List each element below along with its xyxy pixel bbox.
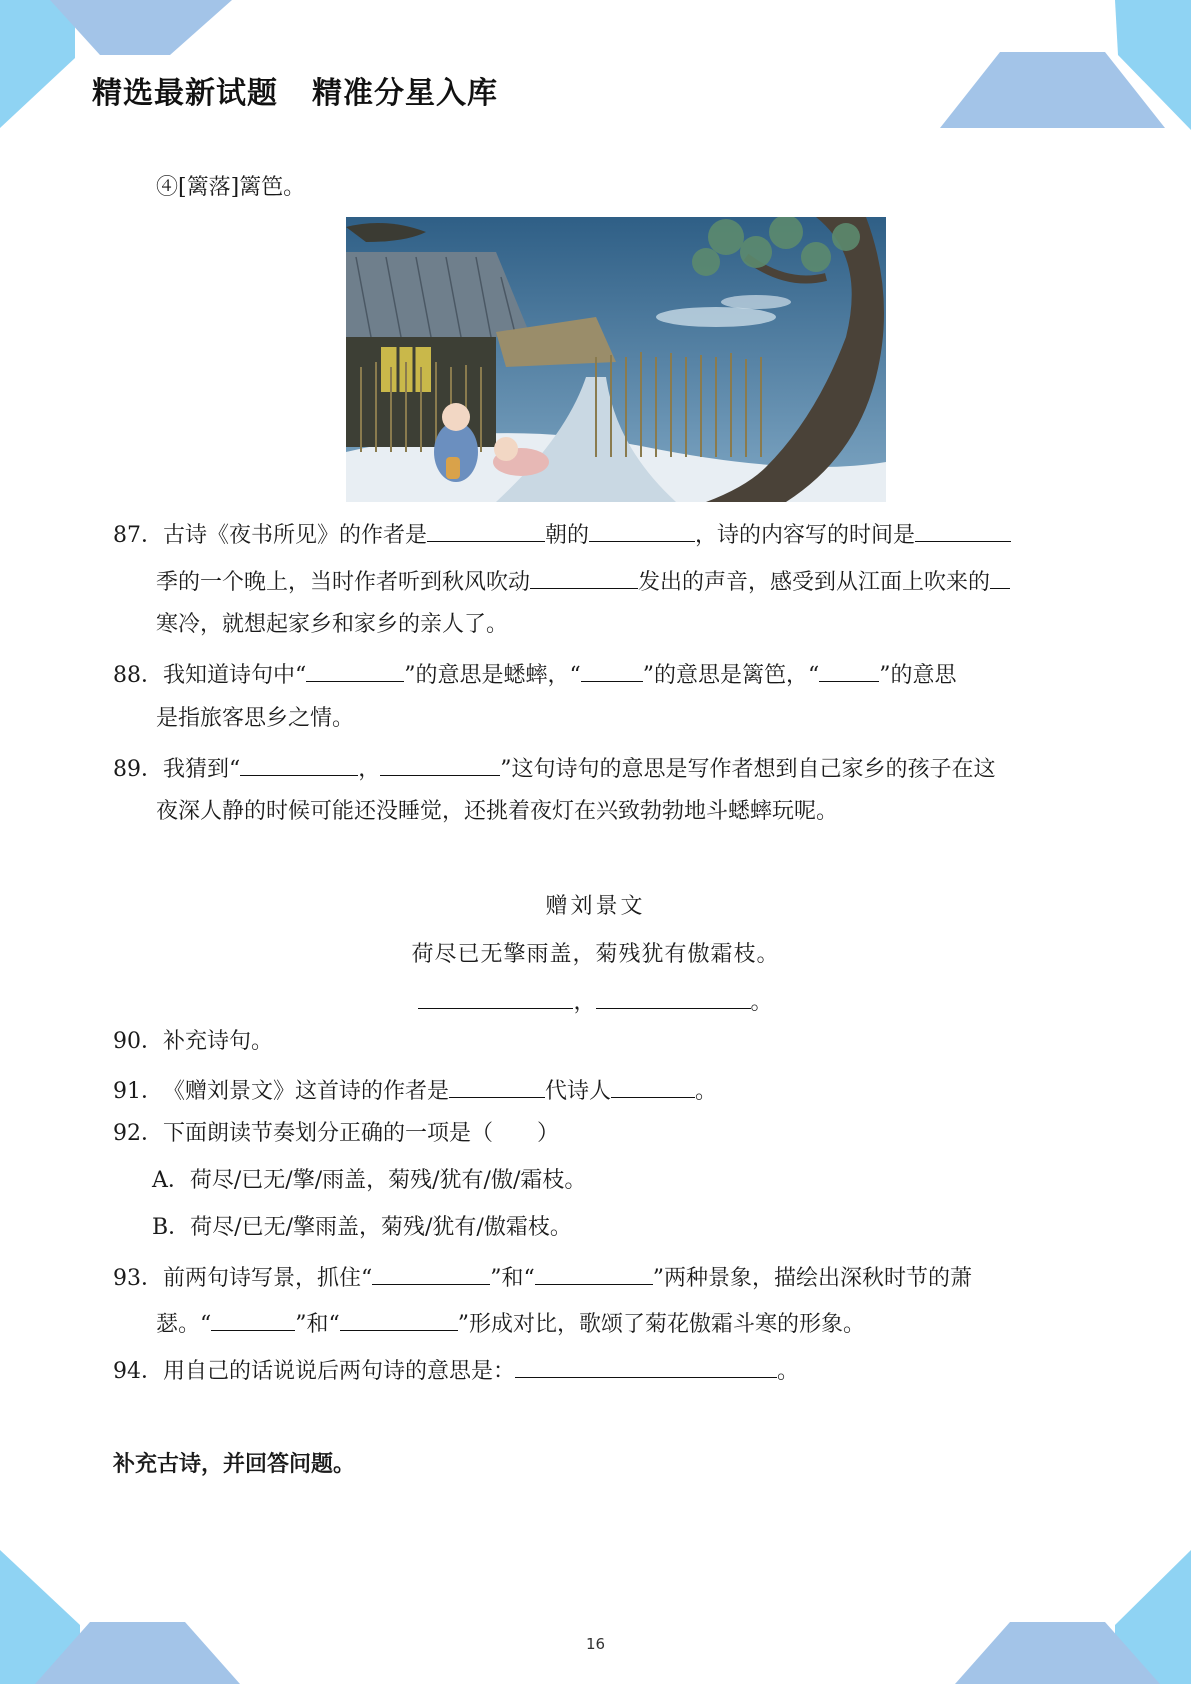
question-number: 88． (113, 663, 163, 688)
question-87 (113, 521, 1011, 547)
answer-blank[interactable] (819, 661, 879, 682)
answer-blank[interactable] (211, 1310, 295, 1331)
question-text: 补充诗句。 (163, 1029, 274, 1054)
question-87-line-3: 寒冷，就想起家乡和家乡的亲人了。 (156, 612, 509, 637)
question-text: ”形成对比，歌颂了菊花傲霜斗寒的形象。 (457, 1312, 865, 1337)
option-b[interactable]: B．荷尽/已无/擎雨盖，菊残/犹有/傲霜枝。 (152, 1215, 572, 1240)
answer-blank[interactable] (418, 988, 573, 1009)
question-87-line-2 (156, 568, 1010, 594)
question-text: ”的意思 (879, 663, 957, 688)
question-text: 下面朗读节奏划分正确的一项是（ ） (163, 1121, 560, 1146)
answer-blank[interactable] (581, 661, 643, 682)
answer-blank[interactable] (240, 755, 358, 776)
question-text: ”的意思是蟋蟀，“ (404, 663, 581, 688)
option-a[interactable]: A．荷尽/已无/擎/雨盖，菊残/犹有/傲/霜枝。 (152, 1168, 587, 1193)
question-text: 代诗人 (545, 1079, 612, 1104)
answer-blank[interactable] (515, 1357, 777, 1378)
poem-comma: ， (573, 990, 596, 1015)
question-number: 92． (113, 1121, 163, 1146)
question-text: ”的意思是篱笆，“ (642, 663, 820, 688)
poem-illustration (346, 217, 886, 502)
question-92 (113, 1123, 559, 1145)
header-left-title: 精选最新试题 (92, 76, 278, 111)
answer-blank[interactable] (380, 755, 500, 776)
question-number: 89． (113, 757, 163, 782)
answer-blank[interactable] (535, 1264, 653, 1285)
poem-line-2-blanks (0, 985, 1191, 1016)
question-text: 古诗《夜书所见》的作者是 (163, 523, 428, 548)
question-number: 93． (113, 1266, 163, 1291)
question-text: 朝的 (545, 523, 590, 548)
poem-line-1: 荷尽已无擎雨盖，菊残犹有傲霜枝。 (411, 942, 780, 967)
question-text: ”两种景象，描绘出深秋时节的萧 (652, 1266, 972, 1291)
question-text: ”这句诗句的意思是写作者想到自己家乡的孩子在这 (500, 757, 996, 782)
question-text: 前两句诗写景，抓住“ (163, 1266, 373, 1291)
answer-blank[interactable] (990, 568, 1010, 589)
footnote-annotation: ④[篱落]篱笆。 (156, 175, 306, 200)
section-heading: 补充古诗，并回答问题。 (113, 1452, 356, 1477)
question-number: 91． (113, 1079, 163, 1104)
page-header (92, 68, 498, 112)
question-91 (113, 1077, 717, 1103)
answer-blank[interactable] (340, 1310, 458, 1331)
question-93 (113, 1264, 972, 1290)
question-89-line-2: 夜深人静的时候可能还没睡觉，还挑着夜灯在兴致勃勃地斗蟋蟀玩呢。 (156, 799, 839, 824)
question-text: 瑟。“ (156, 1312, 212, 1337)
answer-blank[interactable] (915, 521, 1011, 542)
question-text: 我猜到“ (163, 757, 241, 782)
question-text: 。 (695, 1079, 718, 1104)
question-number: 94． (113, 1359, 163, 1384)
question-90 (113, 1031, 273, 1053)
top-left-band-shape (50, 0, 232, 55)
answer-blank[interactable] (372, 1264, 490, 1285)
question-text: 用自己的话说说后两句诗的意思是： (163, 1359, 516, 1384)
question-number: 90． (113, 1029, 163, 1054)
answer-blank[interactable] (449, 1077, 545, 1098)
question-94 (113, 1357, 799, 1383)
question-88 (113, 661, 957, 687)
answer-blank[interactable] (530, 568, 638, 589)
question-number: 87． (113, 523, 163, 548)
question-text: ”和“ (295, 1312, 340, 1337)
question-text: 。 (777, 1359, 800, 1384)
answer-blank[interactable] (589, 521, 695, 542)
answer-blank[interactable] (596, 988, 751, 1009)
answer-blank[interactable] (427, 521, 545, 542)
header-right-title: 精准分星入库 (312, 76, 498, 111)
page-number: 16 (585, 1635, 606, 1653)
question-93-line-2 (156, 1310, 865, 1336)
question-text: ”和“ (490, 1266, 535, 1291)
poem-title: 赠刘景文 (545, 894, 646, 919)
question-88-line-2: 是指旅客思乡之情。 (156, 706, 355, 731)
answer-blank[interactable] (611, 1077, 695, 1098)
question-text: 季的一个晚上，当时作者听到秋风吹动 (156, 570, 531, 595)
question-text: ，诗的内容写的时间是 (695, 523, 916, 548)
question-text: 《赠刘景文》这首诗的作者是 (163, 1079, 450, 1104)
question-text: ， (358, 757, 381, 782)
question-text: 我知道诗句中“ (163, 663, 307, 688)
answer-blank[interactable] (306, 661, 404, 682)
question-text: 发出的声音，感受到从江面上吹来的 (638, 570, 991, 595)
poem-period: 。 (750, 990, 773, 1015)
question-89 (113, 755, 996, 781)
top-left-corner-shape (0, 0, 75, 128)
